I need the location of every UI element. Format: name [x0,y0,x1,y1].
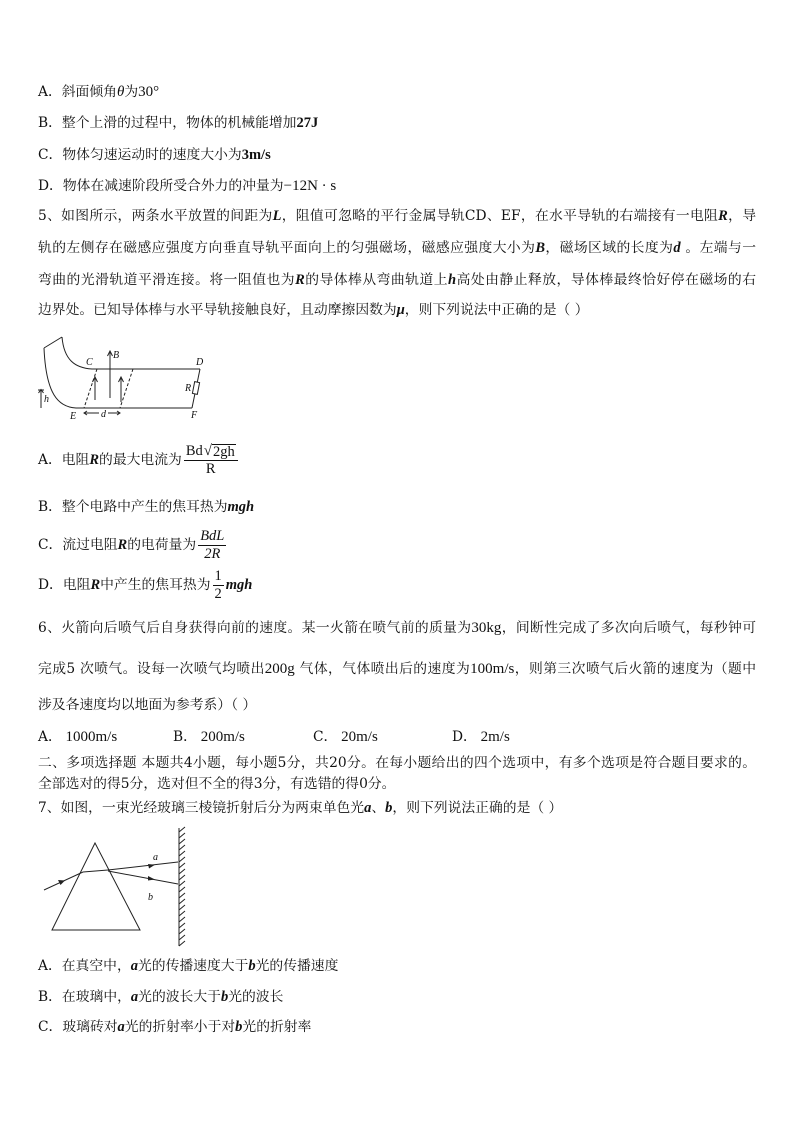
q4-option-a [38,82,159,102]
field-arrow-1 [93,377,98,400]
text-run: 5、如图所示，两条水平放置的间距为 [38,208,273,224]
q6-option-b [173,727,245,747]
text-run: A．斜面倾角 [38,84,117,100]
q6-option-c [313,727,378,747]
fraction-denominator: 2 [214,585,222,602]
variable-symbol: d [673,240,681,256]
variable-symbol: R [117,537,128,553]
text-run: 高处由静止释放，导体棒最终恰好停在磁场的右 [456,272,757,288]
resistor-r [192,382,199,395]
text-run: 弯曲的光滑轨道平滑连接。将一阻值也为 [38,272,296,288]
field-right-boundary [120,369,133,408]
label-e: E [70,411,77,422]
quantity-text: 2m/s [476,729,510,745]
variable-symbol: L [272,208,282,224]
text-run: A． [38,729,62,745]
variable-symbol: μ [396,302,405,318]
variable-symbol: mgh [225,577,253,593]
q5-option-d [38,566,252,604]
incident-ray-arrow-icon [58,880,65,885]
text-run: 二、多项选择题 本题共4小题，每小题5分，共20分。在每小题给出的四个选项中，有多个选项是符合题目要求的。 [38,755,756,771]
q5-stem-line-1 [38,206,756,226]
text-run: 气体，气体喷出后的速度为 [294,661,471,677]
q5-option-d-text [38,575,211,595]
numerator-text: Bd [185,442,203,459]
q6-option-a [38,727,117,747]
text-run: ，则下列说法正确的是（ ） [392,800,563,816]
text-run: ，阻值可忽略的平行金属导轨CD、EF，在水平导轨的右端接有一电阻 [281,208,719,224]
q5-option-b [38,497,254,517]
variable-symbol: b [248,958,256,974]
text-run: 为 [124,84,139,100]
q5-option-c-text [38,535,196,555]
q6-stem-line-2 [38,659,756,679]
label-a: a [153,852,158,863]
upper-rail-cd [62,337,200,369]
field-arrow-2 [108,351,113,398]
radical-sign-icon: √ [203,442,212,459]
ray-inside-prism [83,870,108,872]
text-run: ，导 [727,208,757,224]
quantity-text: 100m/s [470,661,515,677]
ray-a [108,862,178,870]
section2-instructions-line-2 [38,774,395,794]
section2-instructions-line-1 [38,753,756,773]
text-run: C．玻璃砖对 [38,1019,118,1035]
quantity-text: 1000m/s [61,729,118,745]
variable-symbol: R [718,208,728,224]
bold-value: 27J [296,115,319,131]
variable-symbol: R [89,452,100,468]
label-b: B [113,350,120,361]
variable-symbol: h [448,272,457,288]
q7-prism-diagram [40,822,190,950]
quantity-text: 200g [264,661,295,677]
variable-symbol: B [535,240,546,256]
label-b: b [148,892,153,903]
bold-value: 3m/s [241,147,271,163]
text-run: 光的波长大于 [138,989,221,1005]
q7-option-a [38,956,338,976]
label-r: R [185,383,192,394]
q6-stem-line-3 [38,695,256,715]
text-run: ，则下列说法中正确的是（ ） [404,302,589,318]
radicand: 2gh [212,443,235,460]
text-run: C． [313,729,338,745]
text-run: 全部选对的得5分，选对但不全的得3分，有选错的得0分。 [38,776,396,792]
q7-option-b [38,987,283,1007]
text-run: D．物体在减速阶段所受合外力的冲量为 [38,178,284,194]
label-h: h [44,394,49,405]
variable-symbol: R [295,272,305,288]
glass-prism [52,843,140,930]
variable-symbol: a [117,1019,125,1035]
variable-symbol: R [90,577,101,593]
q7-stem [38,798,562,818]
quantity-text: 30° [138,84,160,100]
fraction-numerator: 1 [214,567,222,584]
q4-option-b [38,113,318,133]
ray-b [108,871,178,884]
text-run: ，磁场区域的长度为 [545,240,674,256]
text-run: 6、火箭向后喷气后自身获得向前的速度。某一火箭在喷气前的质量为 [38,620,472,636]
fraction-numerator [184,443,238,461]
q5-stem-line-3 [38,270,756,290]
q6-option-d [452,727,510,747]
variable-symbol: b [235,1019,243,1035]
text-run: B．整个上滑的过程中，物体的机械能增加 [38,115,297,131]
text-run: 光的折射率小于对 [124,1019,236,1035]
text-run: 光的折射率 [242,1019,312,1035]
variable-symbol: a [130,958,138,974]
text-run: B．在玻璃中， [38,989,131,1005]
text-run: 中产生的焦耳热为 [100,577,211,593]
text-run: 光的波长 [228,989,284,1005]
text-run: 轨的左侧存在磁感应强度方向垂直导轨平面向上的匀强磁场，磁感应强度大小为 [38,240,536,256]
q4-option-d [38,176,336,196]
label-c: C [86,357,93,368]
square-root [204,443,236,460]
text-run: 。左端与一 [680,240,757,256]
text-run: C．流过电阻 [38,537,118,553]
quantity-text: 200m/s [196,729,245,745]
q5-option-a [38,440,238,480]
text-run: 的导体棒从弯曲轨道上 [304,272,449,288]
text-run: 完成5 次喷气。设每一次喷气均喷出 [38,661,265,677]
text-run: A．电阻 [38,452,90,468]
text-run: 、 [371,800,386,816]
text-run: A．在真空中， [38,958,131,974]
text-run: ，间断性完成了多次向后喷气，每秒钟可 [501,620,756,636]
charge-fraction [198,528,226,563]
text-run: 7、如图，一束光经玻璃三棱镜折射后分为两束单色光 [38,800,365,816]
fraction-denominator: R [205,460,216,477]
q5-option-d-suffix [226,575,253,595]
variable-symbol: θ [116,84,125,100]
q5-option-c [38,526,226,564]
q5-stem-line-4 [38,300,589,320]
q4-option-c [38,145,271,165]
text-run: 光的传播速度大于 [138,958,249,974]
text-run: 的电荷量为 [127,537,197,553]
q7-option-c [38,1017,311,1037]
variable-symbol: b [385,800,393,816]
q6-stem-line-1 [38,618,756,638]
label-d: D [196,357,204,368]
max-current-fraction [184,443,238,478]
q5-rail-diagram [36,332,208,424]
text-run: 光的传播速度 [255,958,339,974]
variable-symbol: a [130,989,139,1005]
text-run: D．电阻 [38,577,91,593]
half-fraction [213,568,224,603]
variable-symbol: b [220,989,229,1005]
fraction-denominator: 2R [204,545,221,562]
text-run: 的最大电流为 [99,452,182,468]
variable-symbol: mgh [227,499,255,515]
q5-option-a-text [38,450,182,470]
label-d-length: d [101,409,106,420]
text-run: D． [452,729,477,745]
q5-stem-line-2 [38,238,756,258]
text-run: B． [173,729,197,745]
label-f: F [191,410,198,421]
fraction-numerator: BdL [200,527,225,544]
variable-symbol: a [364,800,372,816]
curved-track-top-edge [44,337,62,348]
quantity-text: −12N · s [283,178,337,194]
text-run: C．物体匀速运动时的速度大小为 [38,147,242,163]
text-run: ，则第三次喷气后火箭的速度为（题中 [514,661,756,677]
text-run: 边界处。已知导体棒与水平导轨接触良好，且动摩擦因数为 [38,302,397,318]
quantity-text: 20m/s [337,729,378,745]
wall-hatching [179,827,185,946]
quantity-text: 30kg [471,620,502,636]
text-run: 涉及各速度均以地面为参考系）（ ） [38,697,257,713]
text-run: B．整个电路中产生的焦耳热为 [38,499,228,515]
